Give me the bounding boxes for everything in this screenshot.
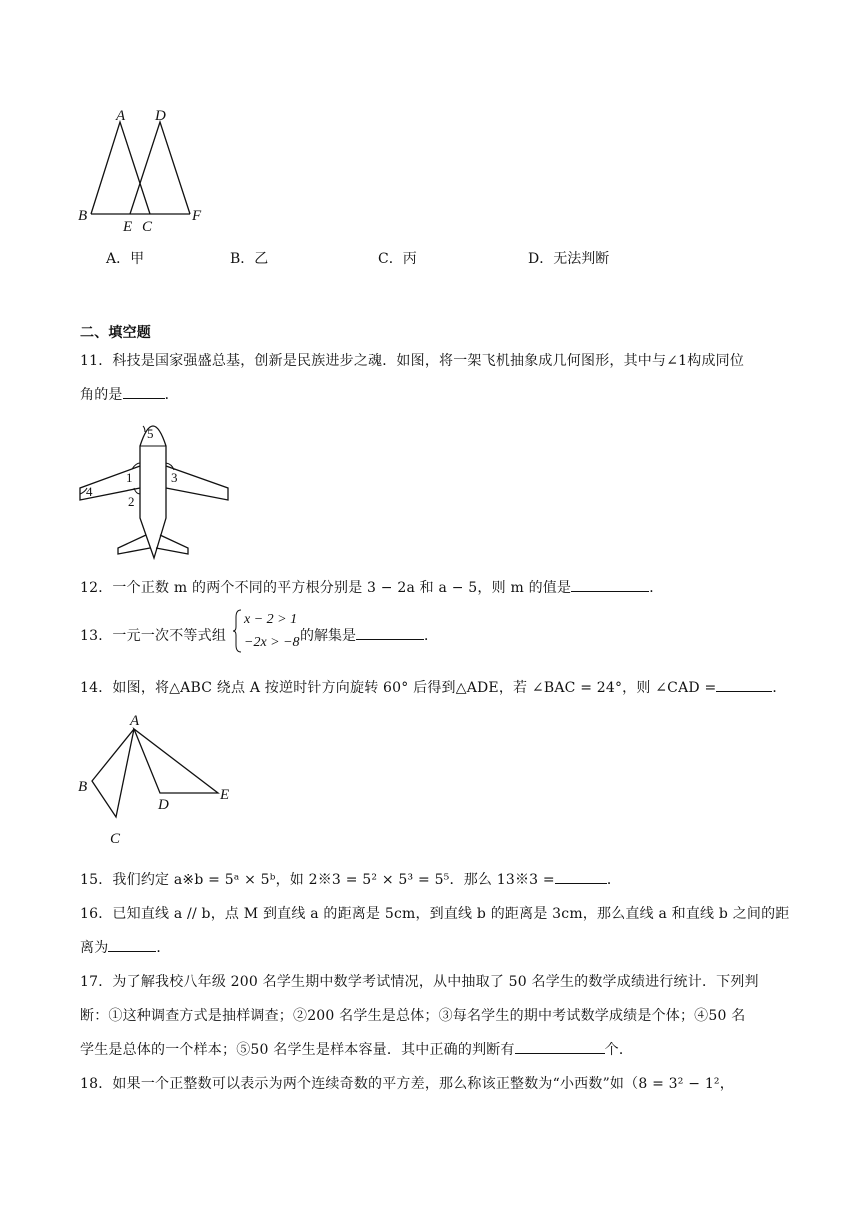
answer-blank-17[interactable]	[515, 1041, 605, 1054]
label-a2: A	[130, 713, 140, 729]
airplane-figure	[70, 408, 240, 563]
question-14	[80, 677, 787, 697]
right-tail	[156, 535, 188, 554]
question-11-line2	[80, 384, 179, 404]
angle-label-2: 2	[128, 494, 135, 509]
question-13-tail	[300, 625, 438, 645]
question-18: 18．如果一个正整数可以表示为两个连续奇数的平方差，那么称该正整数为“小西数”如（8 = 3² − 1²，	[80, 1076, 734, 1092]
question-12-text: 12．一个正数 m 的两个不同的平方根分别是 3 − 2a 和 a − 5，则 m 的值是	[80, 580, 572, 596]
question-17-text: 学生是总体的一个样本；⑤50 名学生是样本容量．其中正确的判断有	[80, 1042, 515, 1058]
option-b[interactable]: B．乙	[230, 251, 269, 267]
option-c[interactable]: C．丙	[378, 251, 417, 267]
inequality-1: x − 2 > 1	[244, 612, 298, 627]
question-13-suffix: 的解集是	[300, 628, 356, 644]
option-a[interactable]: A．甲	[106, 251, 145, 267]
answer-blank-16[interactable]	[108, 939, 156, 952]
question-16-line2	[80, 937, 171, 957]
option-d[interactable]: D．无法判断	[528, 251, 610, 267]
rotation-figure	[70, 705, 245, 850]
question-14-text: 14．如图，将△ABC 绕点 A 按逆时针方向旋转 60° 后得到△ADE，若 ∠BAC = 24°，则 ∠CAD =	[80, 680, 717, 696]
triangle-def	[130, 122, 190, 214]
question-14-end: ．	[772, 680, 787, 696]
inequality-2: −2x > −8	[244, 635, 300, 650]
section-title: 二、填空题	[80, 325, 151, 341]
question-16-line1: 16．已知直线 a // b，点 M 到直线 a 的距离是 5cm，到直线 b 的距离是 3cm，那么直线 a 和直线 b 之间的距	[80, 906, 790, 922]
answer-blank-11[interactable]	[123, 386, 165, 399]
question-11-line1: 11．科技是国家强盛总基，创新是民族进步之魂．如图，将一架飞机抽象成几何图形，其中与∠1构成同位	[80, 353, 745, 369]
label-d: D	[155, 108, 166, 124]
triangle-ade	[134, 729, 218, 793]
question-17-line1: 17．为了解我校八年级 200 名学生期中数学考试情况，从中抽取了 50 名学生的数学成绩进行统计．下列判	[80, 974, 759, 990]
question-16-end: ．	[156, 940, 171, 956]
angle-label-4: 4	[86, 484, 93, 499]
answer-blank-15[interactable]	[555, 871, 607, 884]
label-f: F	[192, 208, 202, 224]
question-12	[80, 577, 663, 597]
answer-blank-14[interactable]	[716, 679, 772, 692]
question-13-prefix: 13．一元一次不等式组	[80, 628, 227, 644]
question-17-end: 个．	[604, 1042, 634, 1058]
question-16-text: 离为	[80, 940, 109, 956]
left-tail	[118, 535, 150, 554]
answer-blank-13[interactable]	[356, 627, 424, 640]
angle-label-3: 3	[171, 470, 178, 485]
triangle-abc-rot	[92, 729, 134, 817]
question-11-text: 角的是	[80, 387, 123, 403]
question-17-line3	[80, 1039, 633, 1059]
question-15-text: 15．我们约定 a※b = 5ᵃ × 5ᵇ，如 2※3 = 5² × 5³ = 5⁵．那么 13※3 =	[80, 872, 555, 888]
angle-5-arc	[143, 426, 145, 432]
triangles-figure	[70, 100, 220, 235]
answer-blank-12[interactable]	[571, 579, 649, 592]
question-15-end: ．	[606, 872, 622, 888]
angle-label-5: 5	[147, 426, 154, 441]
question-17-line2: 断：①这种调查方式是抽样调查；②200 名学生是总体；③每名学生的期中考试数学成绩是个体；④50 名	[80, 1008, 746, 1024]
question-12-end: ．	[649, 580, 664, 596]
label-b2: B	[78, 779, 88, 795]
question-15	[80, 869, 621, 889]
question-11-end: ．	[164, 387, 179, 403]
label-b: B	[78, 208, 88, 224]
label-c2: C	[110, 831, 121, 847]
label-d2: D	[158, 797, 169, 813]
question-13-end: ．	[424, 628, 438, 644]
triangle-abc	[91, 122, 150, 214]
angle-label-1: 1	[126, 470, 133, 485]
label-e2: E	[220, 787, 230, 803]
label-e: E	[123, 219, 133, 235]
label-a: A	[116, 108, 126, 124]
label-c: C	[142, 219, 153, 235]
brace	[232, 609, 242, 653]
